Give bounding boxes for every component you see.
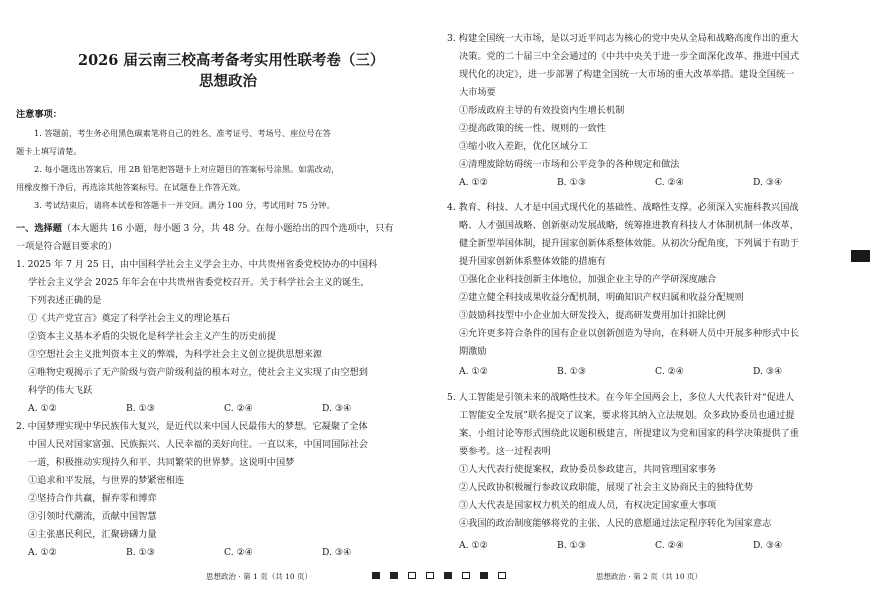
q4-stem: 提升国家创新体系整体效能的措施有 bbox=[459, 256, 606, 267]
q5-option-a[interactable]: A. ①② bbox=[459, 540, 488, 551]
exam-title: 2026 届云南三校高考备考实用性联考卷（三） bbox=[78, 52, 385, 69]
q4-stem: 略、人才强国战略、创新驱动发展战略，统筹推进教育科技人才体制机制一体改革， bbox=[459, 220, 799, 231]
q5-option-c[interactable]: C. ②④ bbox=[655, 540, 685, 551]
notice-line: 用橡皮擦干净后，再选涂其他答案标号。在试题卷上作答无效。 bbox=[16, 182, 246, 192]
q1-option-b[interactable]: B. ①③ bbox=[126, 403, 156, 414]
q4-option-a[interactable]: A. ①② bbox=[459, 366, 488, 377]
q2-statement: ②坚持合作共赢，摒弃零和博弈 bbox=[28, 493, 157, 504]
section-heading: 一、选择题 bbox=[16, 223, 62, 234]
footer-page-1: 思想政治 · 第 1 页（共 10 页） bbox=[206, 572, 313, 581]
q1-option-c[interactable]: C. ②④ bbox=[224, 403, 254, 414]
q4-statement: 期激励 bbox=[459, 346, 487, 357]
q4-stem: 4. 教育、科技、人才是中国式现代化的基础性、战略性支撑。必须深入实施科教兴国战 bbox=[447, 202, 799, 213]
q2-option-a[interactable]: A. ①② bbox=[28, 547, 57, 558]
exam-subject: 思想政治 bbox=[199, 73, 257, 90]
q5-option-d[interactable]: D. ③④ bbox=[753, 540, 783, 551]
q1-option-a[interactable]: A. ①② bbox=[28, 403, 57, 414]
q3-option-c[interactable]: C. ②④ bbox=[655, 177, 685, 188]
q5-options bbox=[459, 537, 849, 555]
q2-statement: ④主张惠民利民，汇聚磅礴力量 bbox=[28, 529, 157, 540]
q3-statement: ②提高政策的统一性、规则的一致性 bbox=[459, 123, 606, 134]
exam-title-block bbox=[78, 50, 385, 92]
q1-stem: 学社会主义学会 2025 年年会在中共贵州省委党校召开。关于科学社会主义的诞生， bbox=[28, 277, 370, 288]
registration-mark bbox=[444, 572, 452, 579]
registration-mark bbox=[372, 572, 380, 579]
q4-statement: ④允许更多符合条件的国有企业以创新创造为导向，在科研人员中开展多种形式中长 bbox=[459, 328, 799, 339]
q2-stem: 一道，积极推动实现持久和平、共同繁荣的世界梦。这说明中国梦 bbox=[28, 457, 295, 468]
q3-statement: ③缩小收入差距，优化区域分工 bbox=[459, 141, 588, 152]
q1-options bbox=[28, 400, 418, 418]
notice-line: 2. 每小题选出答案后，用 2B 铅笔把答题卡上对应题目的答案标号涂黑。如需改动， bbox=[34, 164, 340, 174]
section-heading-line bbox=[16, 220, 394, 238]
q3-stem: 3. 构建全国统一大市场，是以习近平同志为核心的党中央从全局和战略高度作出的重大 bbox=[447, 33, 799, 44]
q2-options bbox=[28, 544, 418, 562]
section-instructions: （本大题共 16 小题，每小题 3 分，共 48 分。在每小题给出的四个选项中，只有 bbox=[61, 223, 394, 234]
registration-mark bbox=[498, 572, 506, 579]
q2-option-c[interactable]: C. ②④ bbox=[224, 547, 254, 558]
q2-stem: 中国人民对国家富强、民族振兴、人民幸福的美好向往。一直以来，中国同国际社会 bbox=[28, 439, 368, 450]
q1-statement: ①《共产党宣言》奠定了科学社会主义的理论基石 bbox=[28, 313, 231, 324]
registration-mark bbox=[462, 572, 470, 579]
notice-heading: 注意事项： bbox=[16, 109, 62, 120]
q2-statement: ①追求和平发展，与世界的梦紧密相连 bbox=[28, 475, 185, 486]
q5-stem: 5. 人工智能是引领未来的战略性技术。在今年全国两会上，多位人大代表针对“促进人 bbox=[447, 392, 795, 403]
q2-stem: 2. 中国梦理实现中华民族伟大复兴，是近代以来中国人民最伟大的梦想。它凝聚了全体 bbox=[16, 421, 368, 432]
q4-statement: ③鼓励科技型中小企业加大研发投入，提高研发费用加计扣除比例 bbox=[459, 310, 726, 321]
q2-statement: ③引领时代潮流，贡献中国智慧 bbox=[28, 511, 157, 522]
q1-statement: 科学的伟大飞跃 bbox=[28, 385, 93, 396]
q4-option-b[interactable]: B. ①③ bbox=[557, 366, 587, 377]
q4-option-d[interactable]: D. ③④ bbox=[753, 366, 783, 377]
q1-stem: 下列表述正确的是 bbox=[28, 295, 102, 306]
q3-stem: 大市场要 bbox=[459, 87, 496, 98]
edge-mark bbox=[851, 250, 870, 262]
q1-statement: ②资本主义基本矛盾的尖锐化是科学社会主义产生的历史前提 bbox=[28, 331, 277, 342]
q1-statement: ④唯物史观揭示了无产阶级与资产阶级利益的根本对立，使社会主义实现了由空想到 bbox=[28, 367, 368, 378]
q5-statement: ④我国的政治制度能够将党的主张、人民的意愿通过法定程序转化为国家意志 bbox=[459, 518, 772, 529]
q3-option-d[interactable]: D. ③④ bbox=[753, 177, 783, 188]
q4-statement: ②建立健全科技成果收益分配机制，明确知识产权归属和收益分配规则 bbox=[459, 292, 744, 303]
registration-marks bbox=[372, 572, 506, 579]
notice-line: 1. 答题前，考生务必用黑色碳素笔将自己的姓名、准考证号、考场号、座位号在答 bbox=[34, 128, 331, 138]
footer-page-2: 思想政治 · 第 2 页（共 10 页） bbox=[596, 572, 703, 581]
registration-mark bbox=[426, 572, 434, 579]
q3-statement: ④清理废除妨碍统一市场和公平竞争的各种规定和做法 bbox=[459, 159, 680, 170]
q5-stem: 工智能安全发展”联名提交了议案，要求将其纳入立法规划。众多政协委员也通过提 bbox=[459, 410, 795, 421]
notice-line: 3. 考试结束后，请将本试卷和答题卡一并交回。满分 100 分，考试用时 75 分钟。 bbox=[34, 200, 335, 210]
section-instructions-cont: 一项是符合题目要求的） bbox=[16, 241, 118, 252]
q5-statement: ①人大代表行使提案权，政协委员参政建言，共同管理国家事务 bbox=[459, 464, 717, 475]
q3-stem: 决策。党的二十届三中全会通过的《中共中央关于进一步全面深化改革、推进中国式 bbox=[459, 51, 799, 62]
q1-option-d[interactable]: D. ③④ bbox=[322, 403, 352, 414]
notice-line: 题卡上填写清楚。 bbox=[16, 146, 82, 156]
q1-stem: 1. 2025 年 7 月 25 日，由中国科学社会主义学会主办、中共贵州省委党校协办的中国科 bbox=[16, 259, 378, 270]
q1-statement: ③空想社会主义批判资本主义的弊端，为科学社会主义创立提供思想来源 bbox=[28, 349, 322, 360]
q5-stem: 要参考。这一过程表明 bbox=[459, 446, 551, 457]
q4-options bbox=[459, 363, 849, 381]
q3-option-a[interactable]: A. ①② bbox=[459, 177, 488, 188]
q5-statement: ②人民政协积极履行参政议政职能，展现了社会主义协商民主的独特优势 bbox=[459, 482, 753, 493]
q3-stem: 现代化的决定》，进一步部署了构建全国统一大市场的重大改革举措。建设全国统一 bbox=[459, 69, 795, 80]
q5-stem: 案、小组讨论等形式围绕此议题积极建言，所提建议为党和国家的科学决策提供了重 bbox=[459, 428, 799, 439]
q4-option-c[interactable]: C. ②④ bbox=[655, 366, 685, 377]
q5-statement: ③人大代表是国家权力机关的组成人员，有权决定国家重大事项 bbox=[459, 500, 717, 511]
registration-mark bbox=[408, 572, 416, 579]
registration-mark bbox=[390, 572, 398, 579]
q4-stem: 健全新型举国体制，提升国家创新体系整体效能。从初次分配角度，下列属于有助于 bbox=[459, 238, 799, 249]
q4-statement: ①强化企业科技创新主体地位，加强企业主导的产学研深度融合 bbox=[459, 274, 717, 285]
registration-mark bbox=[480, 572, 488, 579]
q3-options bbox=[459, 174, 849, 192]
q3-option-b[interactable]: B. ①③ bbox=[557, 177, 587, 188]
q2-option-d[interactable]: D. ③④ bbox=[322, 547, 352, 558]
q3-statement: ①形成政府主导的有效投资内生增长机制 bbox=[459, 105, 625, 116]
q5-option-b[interactable]: B. ①③ bbox=[557, 540, 587, 551]
q2-option-b[interactable]: B. ①③ bbox=[126, 547, 156, 558]
